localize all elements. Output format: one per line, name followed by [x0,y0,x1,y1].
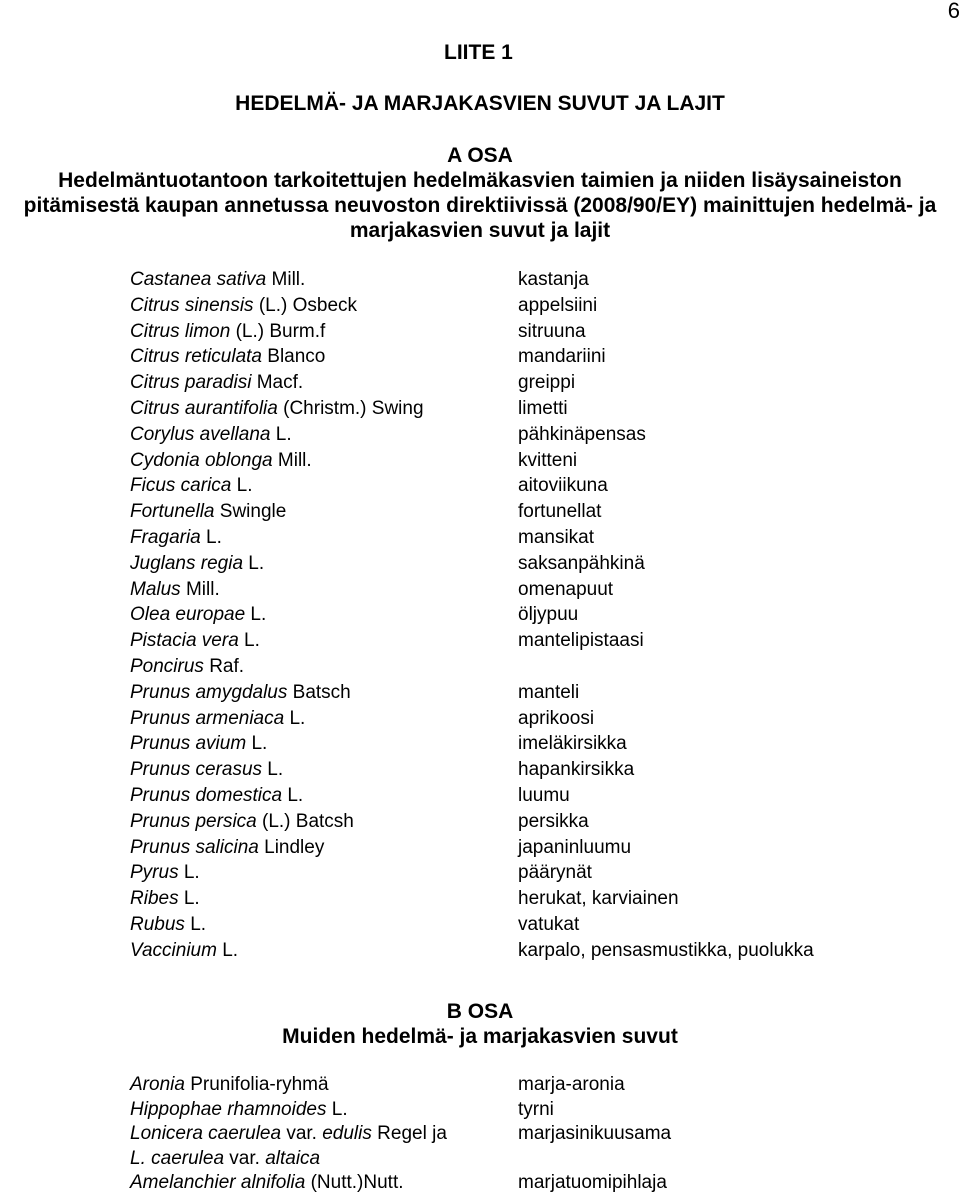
scientific-name [130,1122,447,1147]
genus-species: Citrus reticulata [130,346,262,368]
finnish-name: persikka [518,810,589,832]
genus-species: Fortunella [130,501,215,523]
author-abbreviation: Swingle [214,501,287,523]
genus-species: Prunus salicina [130,836,259,858]
scientific-name [130,602,266,628]
finnish-name: herukat, karviainen [518,888,679,910]
scientific-name [130,809,354,835]
part-b-heading: B OSA [446,1000,514,1023]
genus-species: Malus [130,578,181,600]
italic-name-part: Lonicera caerulea [130,1123,282,1144]
finnish-name: luumu [518,784,570,806]
scientific-name [130,757,283,783]
name-part: Prunifolia-ryhmä [184,1074,329,1095]
italic-name-part: L. caerulea [130,1147,225,1169]
finnish-name: greippi [518,372,576,394]
genus-species: Pistacia vera [130,630,239,652]
part-a-subtitle-line-1: Hedelmäntuotantoon tarkoitettujen hedelmäkasvien taimien ja niiden lisäysaineiston [58,169,902,192]
genus-species: Poncirus [130,655,204,677]
genus-species: Citrus limon [130,320,231,342]
scientific-name [130,628,260,654]
author-abbreviation: L. [178,888,200,910]
part-a-subtitle-line-2: pitämisestä kaupan annetussa neuvoston direktiivissä (2008/90/EY) mainittujen hedelmä- ja [23,194,937,217]
author-abbreviation: L. [245,604,267,626]
scientific-name [130,525,222,551]
italic-name-part: Amelanchier alnifolia [130,1172,306,1193]
finnish-name: hapankirsikka [518,759,635,781]
scientific-name [130,912,206,938]
scientific-name [130,499,286,525]
scientific-name [130,319,325,345]
finnish-name: marjatuomipihlaja [518,1172,667,1193]
scientific-name [130,551,264,577]
scientific-name [130,577,220,603]
part-a-heading: A OSA [447,144,513,167]
finnish-name: öljypuu [518,604,579,626]
finnish-name: imeläkirsikka [518,733,627,755]
scientific-name [130,654,244,680]
genus-species: Olea europae [130,604,246,626]
genus-species: Rubus [130,913,185,935]
name-part: Regel ja [371,1123,447,1144]
italic-name-part: altaica [265,1147,321,1169]
author-abbreviation: (L.) Burm.f [230,320,326,342]
author-abbreviation: Macf. [251,372,304,394]
genus-species: Prunus amygdalus [130,681,288,703]
finnish-name: pähkinäpensas [518,423,646,445]
author-abbreviation: L. [200,526,222,548]
finnish-name: kastanja [518,269,589,290]
scientific-name [130,473,252,499]
finnish-name: appelsiini [518,294,598,316]
finnish-name: tyrni [518,1098,554,1120]
author-abbreviation: (L.) Batcsh [256,810,354,832]
genus-species: Citrus sinensis [130,294,254,316]
part-b-subtitle: Muiden hedelmä- ja marjakasvien suvut [282,1025,678,1048]
genus-species: Corylus avellana [130,423,271,445]
author-abbreviation: L. [282,784,304,806]
scientific-name [130,293,357,319]
finnish-name: mandariini [518,346,606,368]
finnish-name: sitruuna [518,320,586,342]
scientific-name [130,938,238,964]
scientific-name [130,860,200,886]
italic-name-part: edulis [322,1123,372,1144]
author-abbreviation: Raf. [203,655,245,677]
scientific-name [130,706,305,732]
genus-species: Pyrus [130,862,179,884]
genus-species: Prunus domestica [130,784,283,806]
author-abbreviation: Lindley [258,836,325,858]
genus-species: Citrus aurantifolia [130,397,278,419]
genus-species: Prunus cerasus [130,759,263,781]
genus-species: Cydonia oblonga [130,449,273,471]
author-abbreviation: L. [246,733,268,755]
scientific-name [130,680,351,706]
scientific-name [130,731,267,757]
finnish-name: aitoviikuna [518,475,608,497]
scientific-name [130,448,312,474]
scientific-name [130,886,200,912]
finnish-name: karpalo, pensasmustikka, puolukka [518,939,814,961]
scientific-name [130,835,324,861]
finnish-name: marjasinikuusama [518,1123,672,1144]
name-part: var. [281,1123,323,1144]
name-part: (Nutt.)Nutt. [305,1172,404,1193]
finnish-name: manteli [518,681,580,703]
author-abbreviation: L. [184,913,207,935]
author-abbreviation: Blanco [262,346,326,368]
finnish-name: saksanpähkinä [518,552,645,574]
finnish-name: aprikoosi [518,707,595,729]
scientific-name [130,783,303,809]
finnish-name: vatukat [518,913,580,935]
appendix-title: LIITE 1 [444,41,513,64]
author-abbreviation: Mill. [266,269,306,290]
finnish-name: marja-aronia [518,1074,625,1095]
author-abbreviation: L. [216,939,239,961]
scientific-name [130,396,424,422]
main-title: HEDELMÄ- JA MARJAKASVIEN SUVUT JA LAJIT [235,92,725,115]
scientific-name [130,422,292,448]
genus-species: Fragaria [130,526,201,548]
author-abbreviation: L. [178,862,200,884]
finnish-name: japaninluumu [518,836,632,858]
scientific-name [130,1073,329,1098]
author-abbreviation: L. [270,423,292,445]
genus-species: Ficus carica [130,475,232,497]
genus-species: Vaccinium [130,939,217,961]
genus-species: Castanea sativa [130,269,267,290]
name-part: L. [326,1098,348,1120]
genus-species: Ribes [130,888,179,910]
author-abbreviation: Batsch [287,681,351,703]
author-abbreviation: L. [238,630,260,652]
genus-species: Citrus paradisi [130,372,252,394]
italic-name-part: Hippophae rhamnoides [130,1098,327,1120]
genus-species: Juglans regia [130,552,244,574]
finnish-name: mansikat [518,526,595,548]
scientific-name [130,1147,320,1172]
scientific-name [130,370,303,396]
name-part: var. [224,1147,266,1169]
author-abbreviation: Mill. [272,449,312,471]
genus-species: Prunus persica [130,810,257,832]
scientific-name [130,1098,348,1123]
author-abbreviation: L. [284,707,306,729]
author-abbreviation: (L.) Osbeck [253,294,358,316]
author-abbreviation: L. [231,475,253,497]
finnish-name: kvitteni [518,449,578,471]
author-abbreviation: (Christm.) Swing [277,397,424,419]
author-abbreviation: L. [243,552,265,574]
finnish-name: limetti [518,397,568,419]
genus-species: Prunus avium [130,733,247,755]
author-abbreviation: Mill. [180,578,220,600]
finnish-name: mantelipistaasi [518,630,644,652]
finnish-name: omenapuut [518,578,614,600]
finnish-name: fortunellat [518,501,602,523]
scientific-name [130,1171,404,1196]
scientific-name [130,267,305,293]
italic-name-part: Aronia [130,1074,185,1095]
genus-species: Prunus armeniaca [130,707,285,729]
part-a-subtitle-line-3: marjakasvien suvut ja lajit [349,219,611,242]
finnish-name: päärynät [518,862,592,884]
page-number: 6 [947,0,960,23]
scientific-name [130,344,325,370]
author-abbreviation: L. [262,759,284,781]
